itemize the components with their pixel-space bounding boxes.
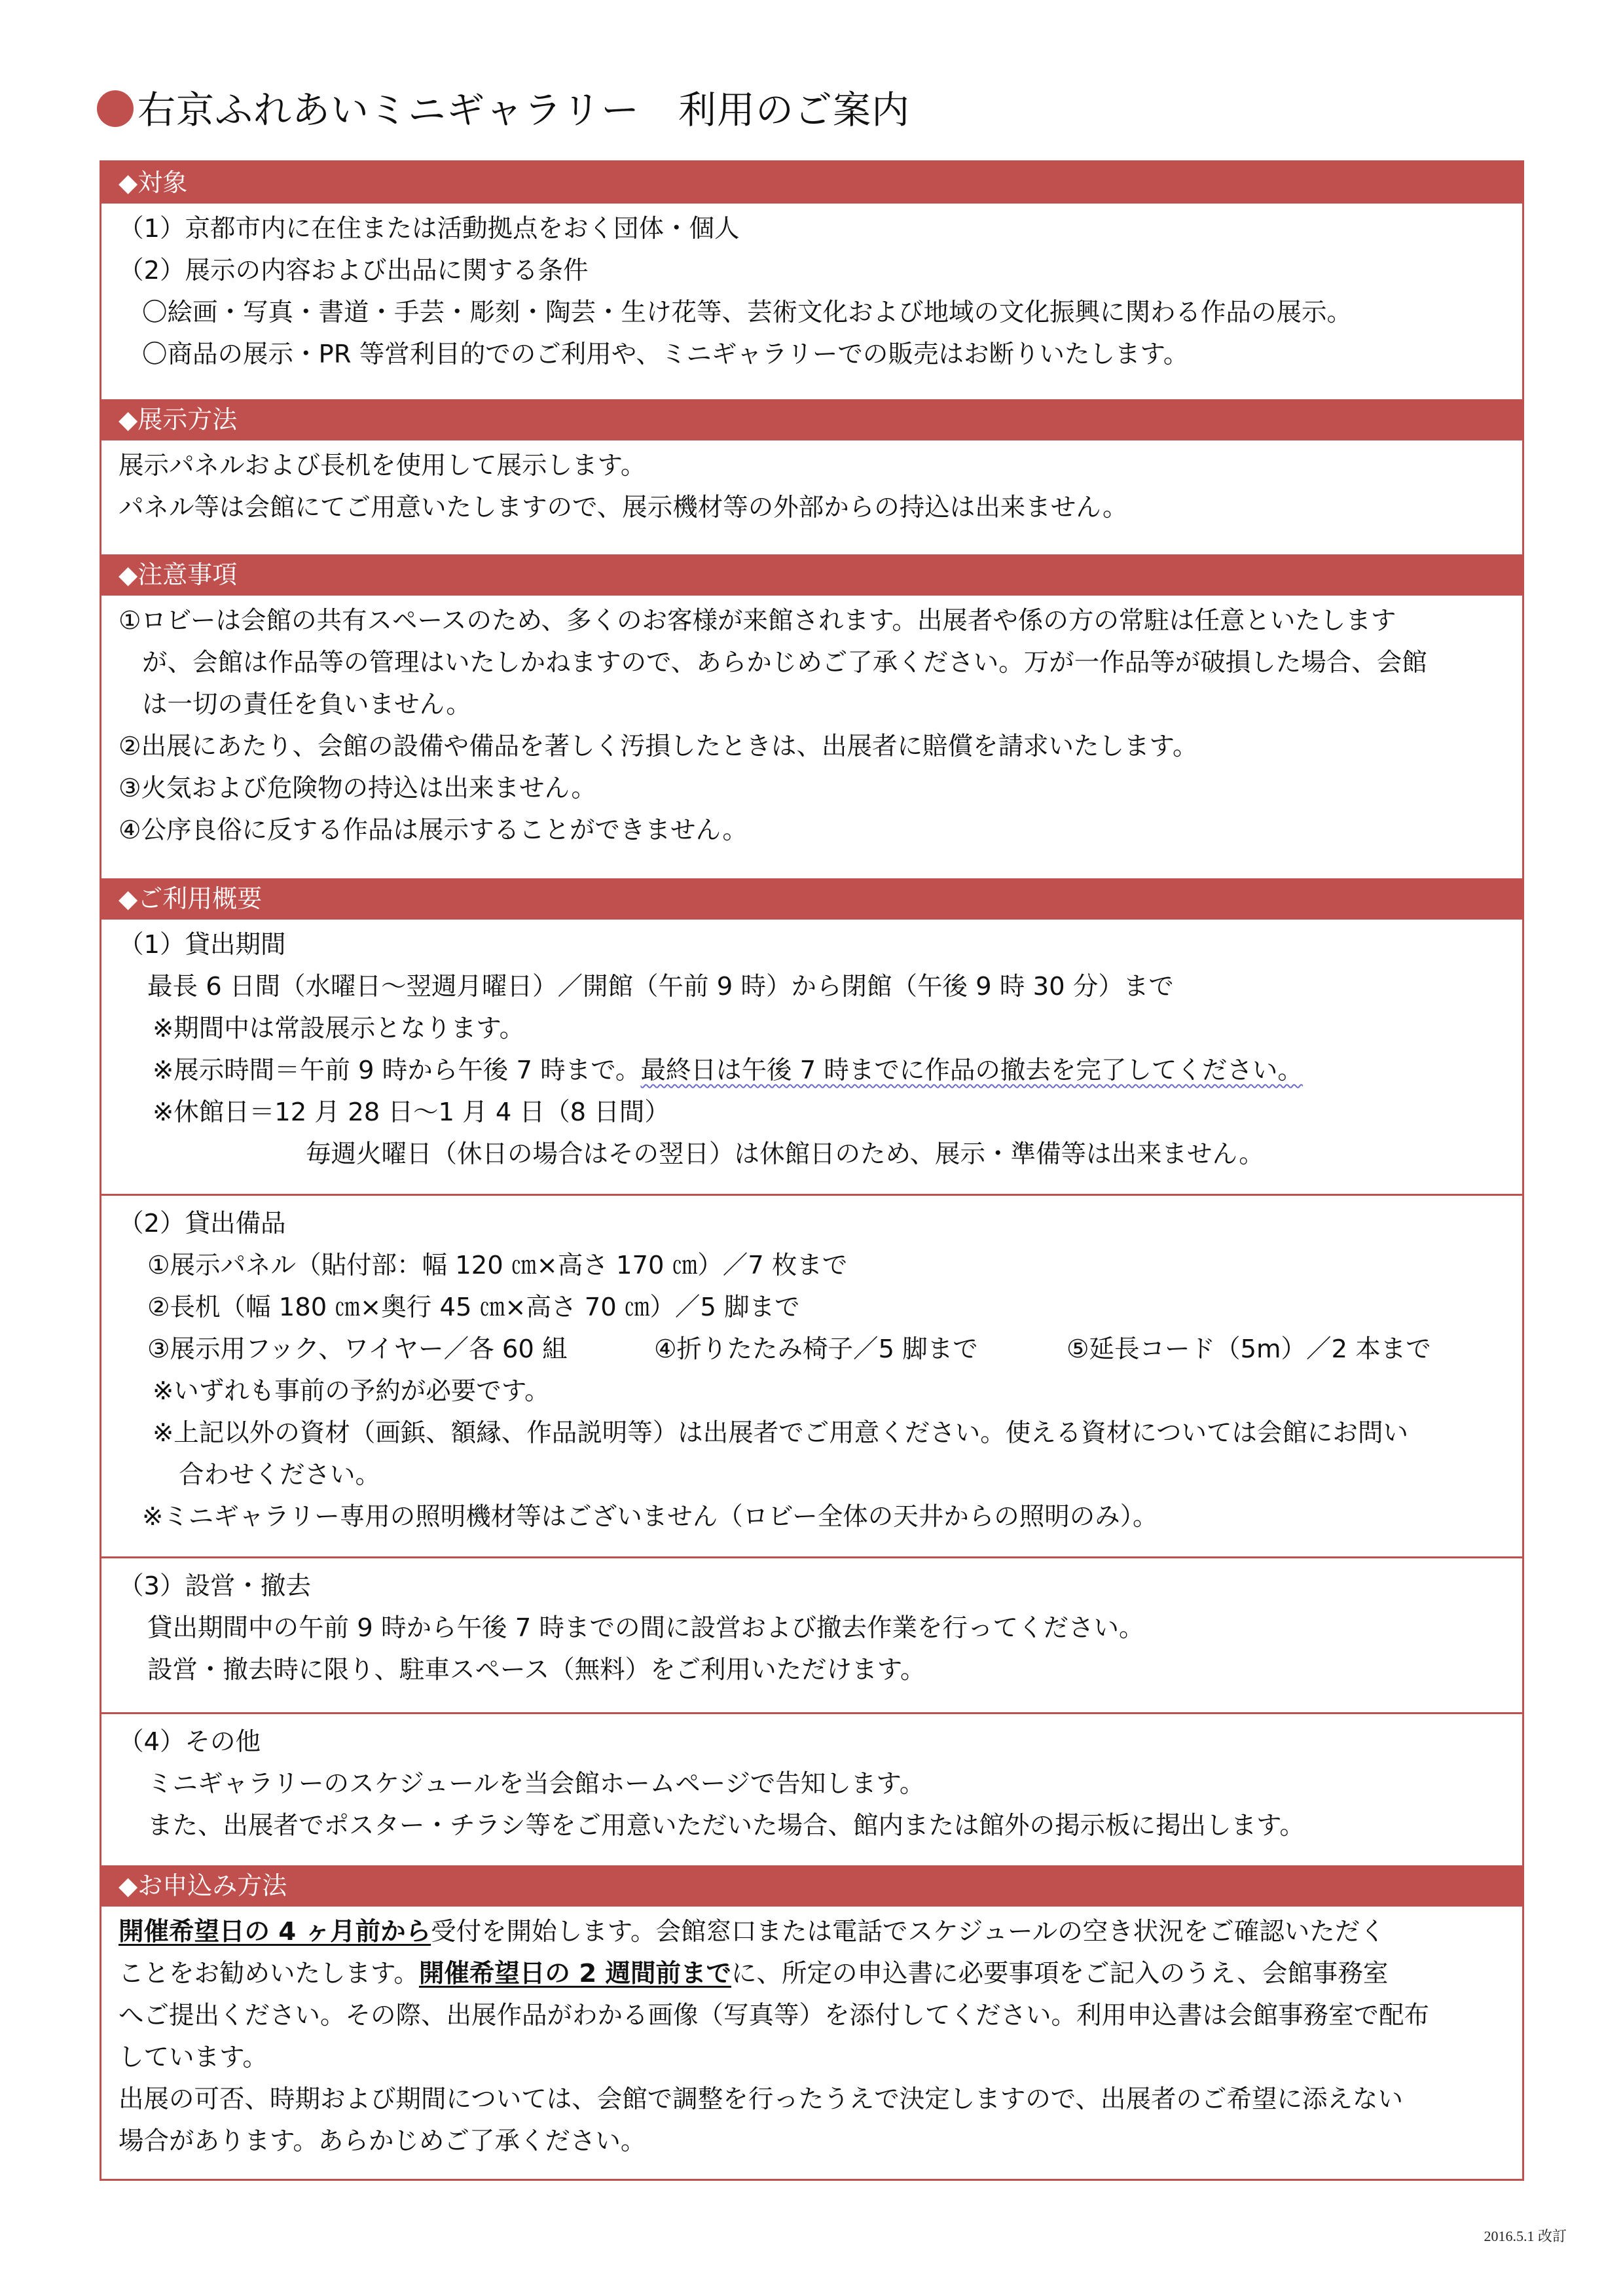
- equipment-title: （2）貸出備品: [119, 1209, 286, 1238]
- method-line-2: パネル等は会館にてご用意いたしますので、展示機材等の外部からの持込は出来ません。: [119, 493, 1128, 522]
- apply-line-2: [119, 1953, 1388, 1995]
- target-line-3: 〇絵画・写真・書道・手芸・彫刻・陶芸・生け花等、芸術文化および地域の文化振興に関わる作品の展示。: [142, 298, 1353, 327]
- equipment-line-3a: ③展示用フック、ワイヤー／各 60 組: [147, 1335, 568, 1364]
- other-title: （4）その他: [119, 1727, 261, 1757]
- bullet-dot-icon: [97, 90, 134, 127]
- setup-line-2: 設営・撤去時に限り、駐車スペース（無料）をご利用いただけます。: [147, 1655, 926, 1685]
- divider-2: [101, 1556, 1522, 1558]
- divider-1: [101, 1194, 1522, 1196]
- section-heading-target: ◆対象: [101, 162, 1522, 204]
- info-frame: [100, 160, 1524, 2181]
- target-line-4: 〇商品の展示・PR 等営利目的でのご利用や、ミニギャラリーでの販売はお断りいたします。: [142, 340, 1189, 369]
- section-heading-overview: ◆ご利用概要: [101, 878, 1522, 920]
- other-line-2: また、出展者でポスター・チラシ等をご用意いただいた場合、館内または館外の掲示板に掲出します。: [147, 1811, 1305, 1840]
- equipment-line-3c: ⑤延長コード（5m）／2 本まで: [1067, 1335, 1431, 1364]
- section-heading-notes: ◆注意事項: [101, 554, 1522, 596]
- period-line-1: 最長 6 日間（水曜日～翌週月曜日）／開館（午前 9 時）から閉館（午後 9 時 30 分）まで: [147, 972, 1174, 1001]
- equipment-line-7: ※ミニギャラリー専用の照明機材等はございません（ロビー全体の天井からの照明のみ）。: [142, 1502, 1158, 1532]
- period-line-3: [153, 1050, 1303, 1092]
- other-line-1: ミニギャラリーのスケジュールを当会館ホームページで告知します。: [147, 1769, 925, 1799]
- divider-3: [101, 1712, 1522, 1714]
- notes-line-1: ①ロビーは会館の共有スペースのため、多くのお客様が来館されます。出展者や係の方の常駐は任意といたします: [119, 606, 1396, 636]
- equipment-line-1: ①展示パネル（貼付部：幅 120 ㎝×高さ 170 ㎝）／7 枚まで: [147, 1251, 848, 1280]
- notes-line-2: が、会館は作品等の管理はいたしかねますので、あらかじめご了承ください。万が一作品等が破損した場合、会館: [142, 648, 1427, 677]
- period-line-2: ※期間中は常設展示となります。: [153, 1014, 525, 1043]
- apply-line-2-pre: ことをお勧めいたします。: [119, 1959, 419, 1988]
- notes-line-4: ②出展にあたり、会館の設備や備品を著しく汚損したときは、出展者に賠償を請求いたします。: [119, 732, 1198, 761]
- apply-line-2-rest: に、所定の申込書に必要事項をご記入のうえ、会館事務室: [731, 1959, 1389, 1988]
- equipment-line-5: ※上記以外の資材（画鋲、額縁、作品説明等）は出展者でご用意ください。使える資材については会館にお問い: [153, 1418, 1408, 1448]
- notes-line-5: ③火気および危険物の持込は出来ません。: [119, 774, 596, 803]
- target-line-1: （1）京都市内に在住または活動拠点をおく団体・個人: [119, 214, 740, 243]
- page-title-text: 右京ふれあいミニギャラリー 利用のご案内: [137, 88, 911, 132]
- apply-line-6: 場合があります。あらかじめご了承ください。: [119, 2126, 646, 2156]
- notes-line-3: は一切の責任を負いません。: [142, 690, 471, 719]
- setup-title: （3）設営・撤去: [119, 1571, 311, 1601]
- apply-line-1-bold: 開催希望日の 4 ヶ月前から: [119, 1917, 431, 1946]
- apply-line-5: 出展の可否、時期および期間については、会館で調整を行ったうえで決定しますので、出展者のご希望に添えない: [119, 2085, 1403, 2114]
- section-heading-apply: ◆お申込み方法: [101, 1865, 1522, 1907]
- target-line-2: （2）展示の内容および出品に関する条件: [119, 256, 589, 285]
- period-line-5: 毎週火曜日（休日の場合はその翌日）は休館日のため、展示・準備等は出来ません。: [306, 1139, 1264, 1169]
- apply-line-4: しています。: [119, 2043, 268, 2072]
- notes-line-6: ④公序良俗に反する作品は展示することができません。: [119, 816, 748, 845]
- period-line-3-a: ※展示時間＝午前 9 時から午後 7 時まで。: [153, 1056, 641, 1085]
- equipment-line-2: ②長机（幅 180 ㎝×奥行 45 ㎝×高さ 70 ㎝）／5 脚まで: [147, 1293, 800, 1322]
- apply-line-1: [119, 1911, 1385, 1953]
- setup-line-1: 貸出期間中の午前 9 時から午後 7 時までの間に設営および撤去作業を行ってください。: [147, 1613, 1144, 1643]
- section-heading-method: ◆展示方法: [101, 399, 1522, 440]
- method-line-1: 展示パネルおよび長机を使用して展示します。: [119, 451, 646, 480]
- apply-line-3: へご提出ください。その際、出展作品がわかる画像（写真等）を添付してください。利用申込書は会館事務室で配布: [119, 2001, 1430, 2030]
- equipment-line-6: 合わせください。: [179, 1460, 381, 1490]
- equipment-line-3b: ④折りたたみ椅子／5 脚まで: [654, 1335, 978, 1364]
- revision-date: 2016.5.1 改訂: [1484, 2228, 1567, 2244]
- period-line-3-b: 最終日は午後 7 時までに作品の撤去を完了してください。: [640, 1056, 1303, 1085]
- period-title: （1）貸出期間: [119, 930, 286, 960]
- apply-line-2-bold: 開催希望日の 2 週間前まで: [418, 1959, 732, 1988]
- apply-line-1-rest: 受付を開始します。会館窓口または電話でスケジュールの空き状況をご確認いただく: [431, 1917, 1385, 1946]
- period-line-4: ※休館日＝12 月 28 日～1 月 4 日（8 日間）: [153, 1098, 670, 1127]
- page-title: [97, 84, 910, 136]
- equipment-line-4: ※いずれも事前の予約が必要です。: [153, 1376, 550, 1406]
